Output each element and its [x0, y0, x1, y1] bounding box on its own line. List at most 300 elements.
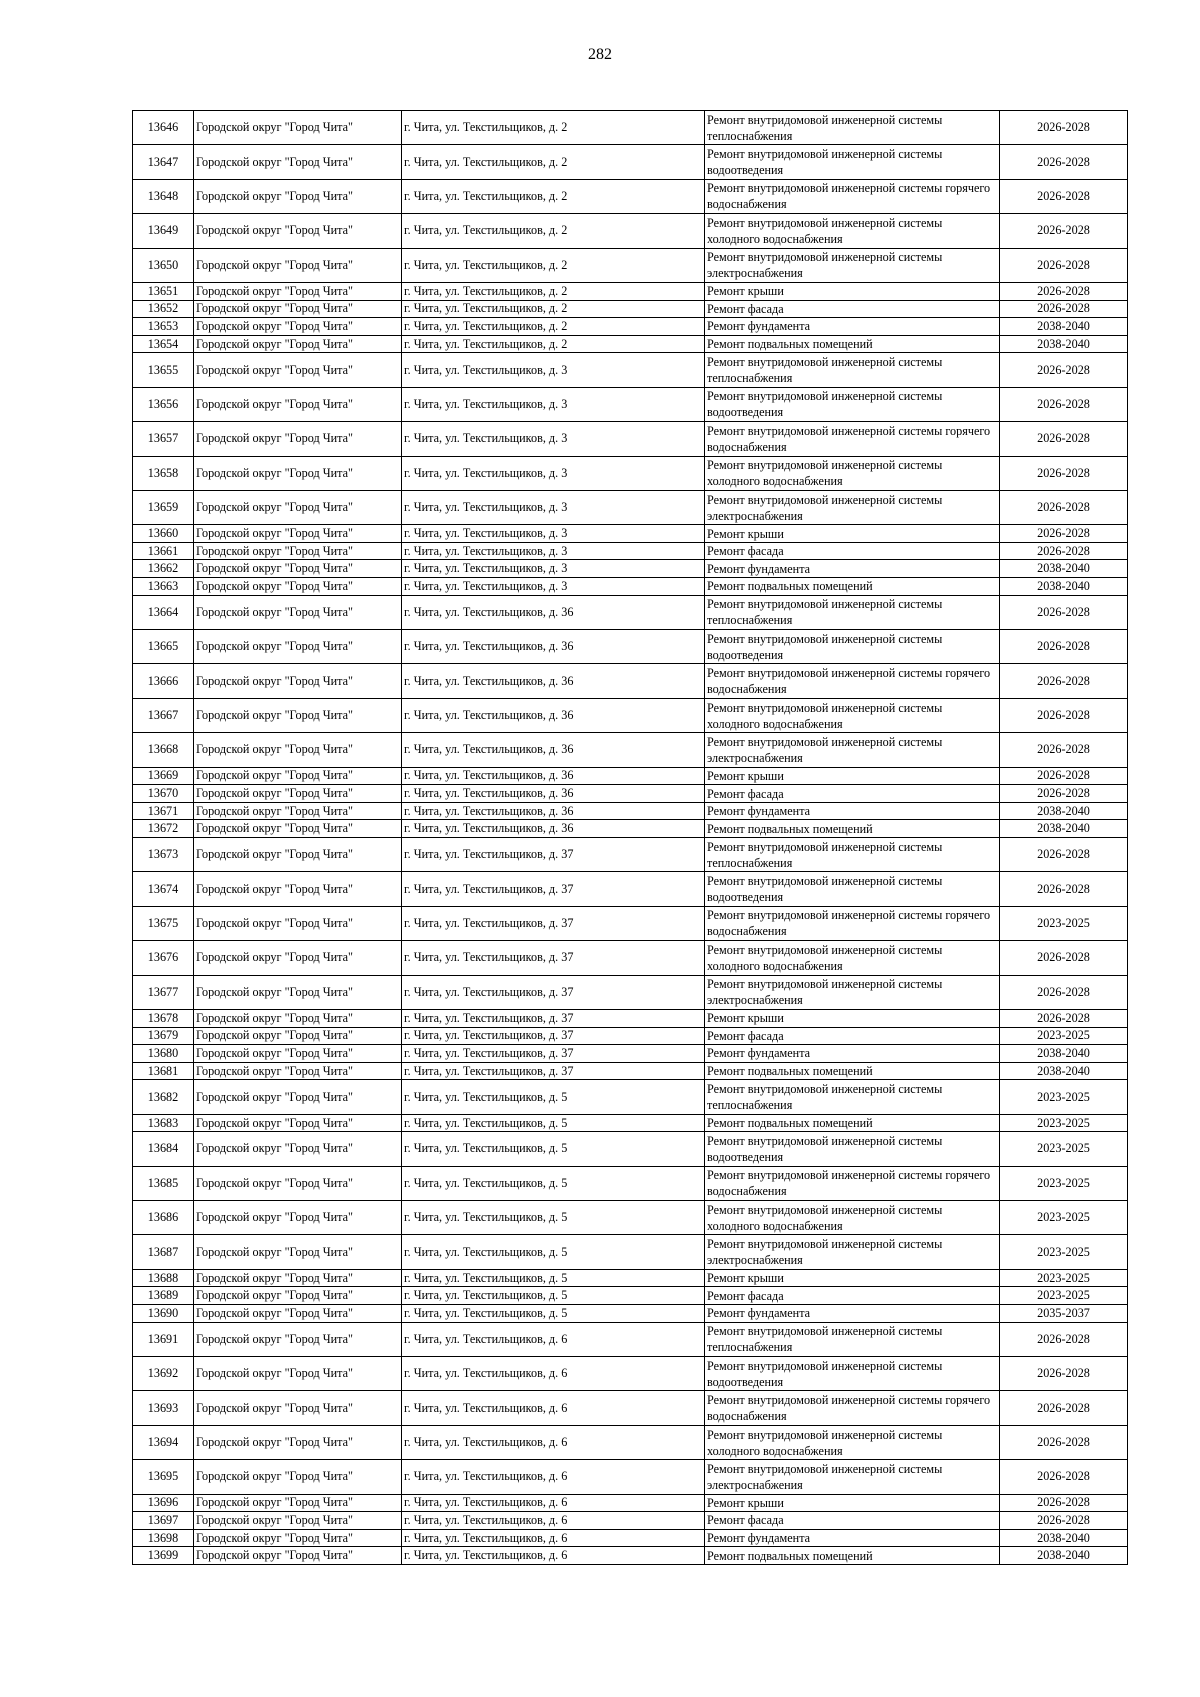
work-type-cell: Ремонт внутридомовой инженерной системы теплоснабжения: [705, 1322, 1000, 1356]
row-number-cell: 13680: [133, 1045, 194, 1063]
work-type-cell: Ремонт подвальных помещений: [705, 1547, 1000, 1565]
page-number: 282: [588, 46, 612, 63]
municipality-cell: Городской округ "Город Чита": [194, 785, 402, 803]
period-cell: 2026-2028: [1000, 785, 1128, 803]
table-row: [133, 179, 1128, 213]
period-cell: 2026-2028: [1000, 975, 1128, 1009]
period-cell: 2038-2040: [1000, 1062, 1128, 1080]
table-row: [133, 1027, 1128, 1045]
address-cell: г. Чита, ул. Текстильщиков, д. 2: [402, 335, 705, 353]
municipality-cell: Городской округ "Город Чита": [194, 542, 402, 560]
work-type-cell: Ремонт фундамента: [705, 1045, 1000, 1063]
period-cell: 2026-2028: [1000, 542, 1128, 560]
period-cell: 2026-2028: [1000, 145, 1128, 179]
municipality-cell: Городской округ "Город Чита": [194, 560, 402, 578]
table-row: [133, 111, 1128, 145]
municipality-cell: Городской округ "Город Чита": [194, 111, 402, 145]
address-cell: г. Чита, ул. Текстильщиков, д. 37: [402, 837, 705, 871]
period-cell: 2026-2028: [1000, 1009, 1128, 1027]
row-number-cell: 13671: [133, 802, 194, 820]
period-cell: 2026-2028: [1000, 387, 1128, 421]
address-cell: г. Чита, ул. Текстильщиков, д. 36: [402, 802, 705, 820]
work-type-cell: Ремонт фундамента: [705, 560, 1000, 578]
work-type-cell: Ремонт фасада: [705, 542, 1000, 560]
table-row: [133, 941, 1128, 975]
work-type-cell: Ремонт фундамента: [705, 1529, 1000, 1547]
period-cell: 2023-2025: [1000, 906, 1128, 940]
work-type-cell: Ремонт подвальных помещений: [705, 578, 1000, 596]
period-cell: 2026-2028: [1000, 837, 1128, 871]
address-cell: г. Чита, ул. Текстильщиков, д. 3: [402, 490, 705, 524]
period-cell: 2026-2028: [1000, 422, 1128, 456]
table-row: [133, 733, 1128, 767]
work-type-cell: Ремонт крыши: [705, 767, 1000, 785]
work-type-cell: Ремонт внутридомовой инженерной системы холодного водоснабжения: [705, 698, 1000, 732]
row-number-cell: 13650: [133, 248, 194, 282]
table-row: [133, 1460, 1128, 1494]
work-type-cell: Ремонт фундамента: [705, 802, 1000, 820]
address-cell: г. Чита, ул. Текстильщиков, д. 6: [402, 1529, 705, 1547]
table-row: [133, 214, 1128, 248]
municipality-cell: Городской округ "Город Чита": [194, 767, 402, 785]
period-cell: 2026-2028: [1000, 872, 1128, 906]
period-cell: 2035-2037: [1000, 1305, 1128, 1323]
row-number-cell: 13687: [133, 1235, 194, 1269]
table-row: [133, 353, 1128, 387]
table-body: [133, 111, 1128, 1565]
work-type-cell: Ремонт внутридомовой инженерной системы теплоснабжения: [705, 353, 1000, 387]
table-row: [133, 975, 1128, 1009]
row-number-cell: 13677: [133, 975, 194, 1009]
row-number-cell: 13649: [133, 214, 194, 248]
period-cell: 2026-2028: [1000, 525, 1128, 543]
row-number-cell: 13654: [133, 335, 194, 353]
row-number-cell: 13692: [133, 1357, 194, 1391]
work-type-cell: Ремонт внутридомовой инженерной системы холодного водоснабжения: [705, 941, 1000, 975]
work-type-cell: Ремонт внутридомовой инженерной системы холодного водоснабжения: [705, 1425, 1000, 1459]
address-cell: г. Чита, ул. Текстильщиков, д. 36: [402, 664, 705, 698]
period-cell: 2026-2028: [1000, 1322, 1128, 1356]
municipality-cell: Городской округ "Город Чита": [194, 300, 402, 318]
address-cell: г. Чита, ул. Текстильщиков, д. 36: [402, 733, 705, 767]
municipality-cell: Городской округ "Город Чита": [194, 1080, 402, 1114]
table-row: [133, 387, 1128, 421]
municipality-cell: Городской округ "Город Чита": [194, 387, 402, 421]
municipality-cell: Городской округ "Город Чита": [194, 1235, 402, 1269]
row-number-cell: 13699: [133, 1547, 194, 1565]
work-type-cell: Ремонт внутридомовой инженерной системы холодного водоснабжения: [705, 456, 1000, 490]
row-number-cell: 13686: [133, 1201, 194, 1235]
table-row: [133, 542, 1128, 560]
address-cell: г. Чита, ул. Текстильщиков, д. 5: [402, 1305, 705, 1323]
work-type-cell: Ремонт внутридомовой инженерной системы теплоснабжения: [705, 111, 1000, 145]
table-row: [133, 248, 1128, 282]
work-type-cell: Ремонт фасада: [705, 785, 1000, 803]
table-row: [133, 1132, 1128, 1166]
address-cell: г. Чита, ул. Текстильщиков, д. 37: [402, 1009, 705, 1027]
period-cell: 2026-2028: [1000, 941, 1128, 975]
table-row: [133, 578, 1128, 596]
table-row: [133, 698, 1128, 732]
work-type-cell: Ремонт внутридомовой инженерной системы водоотведения: [705, 630, 1000, 664]
period-cell: 2038-2040: [1000, 1045, 1128, 1063]
row-number-cell: 13689: [133, 1287, 194, 1305]
row-number-cell: 13673: [133, 837, 194, 871]
row-number-cell: 13663: [133, 578, 194, 596]
address-cell: г. Чита, ул. Текстильщиков, д. 37: [402, 906, 705, 940]
municipality-cell: Городской округ "Город Чита": [194, 525, 402, 543]
table-row: [133, 1287, 1128, 1305]
address-cell: г. Чита, ул. Текстильщиков, д. 6: [402, 1391, 705, 1425]
row-number-cell: 13659: [133, 490, 194, 524]
period-cell: 2026-2028: [1000, 111, 1128, 145]
table-row: [133, 1269, 1128, 1287]
address-cell: г. Чита, ул. Текстильщиков, д. 3: [402, 578, 705, 596]
row-number-cell: 13695: [133, 1460, 194, 1494]
address-cell: г. Чита, ул. Текстильщиков, д. 6: [402, 1547, 705, 1565]
period-cell: 2026-2028: [1000, 179, 1128, 213]
table-row: [133, 456, 1128, 490]
table-row: [133, 335, 1128, 353]
table-row: [133, 1494, 1128, 1512]
municipality-cell: Городской округ "Город Чита": [194, 1322, 402, 1356]
address-cell: г. Чита, ул. Текстильщиков, д. 37: [402, 872, 705, 906]
municipality-cell: Городской округ "Город Чита": [194, 145, 402, 179]
work-type-cell: Ремонт внутридомовой инженерной системы холодного водоснабжения: [705, 1201, 1000, 1235]
municipality-cell: Городской округ "Город Чита": [194, 1132, 402, 1166]
period-cell: 2026-2028: [1000, 698, 1128, 732]
municipality-cell: Городской округ "Город Чита": [194, 1062, 402, 1080]
address-cell: г. Чита, ул. Текстильщиков, д. 6: [402, 1357, 705, 1391]
address-cell: г. Чита, ул. Текстильщиков, д. 5: [402, 1235, 705, 1269]
address-cell: г. Чита, ул. Текстильщиков, д. 36: [402, 767, 705, 785]
work-type-cell: Ремонт внутридомовой инженерной системы электроснабжения: [705, 1460, 1000, 1494]
row-number-cell: 13647: [133, 145, 194, 179]
table-row: [133, 525, 1128, 543]
row-number-cell: 13684: [133, 1132, 194, 1166]
address-cell: г. Чита, ул. Текстильщиков, д. 2: [402, 179, 705, 213]
table-row: [133, 1322, 1128, 1356]
table-row: [133, 1305, 1128, 1323]
row-number-cell: 13668: [133, 733, 194, 767]
municipality-cell: Городской округ "Город Чита": [194, 1009, 402, 1027]
municipality-cell: Городской округ "Город Чита": [194, 1305, 402, 1323]
row-number-cell: 13666: [133, 664, 194, 698]
municipality-cell: Городской округ "Город Чита": [194, 1269, 402, 1287]
address-cell: г. Чита, ул. Текстильщиков, д. 5: [402, 1269, 705, 1287]
row-number-cell: 13675: [133, 906, 194, 940]
row-number-cell: 13681: [133, 1062, 194, 1080]
municipality-cell: Городской округ "Город Чита": [194, 595, 402, 629]
address-cell: г. Чита, ул. Текстильщиков, д. 6: [402, 1425, 705, 1459]
period-cell: 2026-2028: [1000, 1494, 1128, 1512]
address-cell: г. Чита, ул. Текстильщиков, д. 37: [402, 941, 705, 975]
table-row: [133, 300, 1128, 318]
row-number-cell: 13679: [133, 1027, 194, 1045]
period-cell: 2026-2028: [1000, 595, 1128, 629]
table-row: [133, 1045, 1128, 1063]
work-type-cell: Ремонт внутридомовой инженерной системы электроснабжения: [705, 733, 1000, 767]
work-type-cell: Ремонт внутридомовой инженерной системы электроснабжения: [705, 975, 1000, 1009]
address-cell: г. Чита, ул. Текстильщиков, д. 2: [402, 111, 705, 145]
address-cell: г. Чита, ул. Текстильщиков, д. 3: [402, 422, 705, 456]
work-type-cell: Ремонт внутридомовой инженерной системы водоотведения: [705, 145, 1000, 179]
municipality-cell: Городской округ "Город Чита": [194, 353, 402, 387]
address-cell: г. Чита, ул. Текстильщиков, д. 37: [402, 1045, 705, 1063]
row-number-cell: 13665: [133, 630, 194, 664]
address-cell: г. Чита, ул. Текстильщиков, д. 3: [402, 560, 705, 578]
municipality-cell: Городской округ "Город Чита": [194, 941, 402, 975]
municipality-cell: Городской округ "Город Чита": [194, 1512, 402, 1530]
municipality-cell: Городской округ "Город Чита": [194, 214, 402, 248]
work-type-cell: Ремонт внутридомовой инженерной системы водоотведения: [705, 1357, 1000, 1391]
municipality-cell: Городской округ "Город Чита": [194, 1425, 402, 1459]
table-row: [133, 595, 1128, 629]
work-type-cell: Ремонт крыши: [705, 525, 1000, 543]
municipality-cell: Городской округ "Город Чита": [194, 1460, 402, 1494]
table-row: [133, 820, 1128, 838]
address-cell: г. Чита, ул. Текстильщиков, д. 36: [402, 820, 705, 838]
address-cell: г. Чита, ул. Текстильщиков, д. 36: [402, 595, 705, 629]
work-type-cell: Ремонт фасада: [705, 300, 1000, 318]
row-number-cell: 13646: [133, 111, 194, 145]
work-type-cell: Ремонт внутридомовой инженерной системы водоотведения: [705, 387, 1000, 421]
municipality-cell: Городской округ "Город Чита": [194, 802, 402, 820]
row-number-cell: 13658: [133, 456, 194, 490]
row-number-cell: 13678: [133, 1009, 194, 1027]
municipality-cell: Городской округ "Город Чита": [194, 1287, 402, 1305]
municipality-cell: Городской округ "Город Чита": [194, 490, 402, 524]
address-cell: г. Чита, ул. Текстильщиков, д. 5: [402, 1080, 705, 1114]
municipality-cell: Городской округ "Город Чита": [194, 1391, 402, 1425]
period-cell: 2026-2028: [1000, 1357, 1128, 1391]
table-row: [133, 1080, 1128, 1114]
address-cell: г. Чита, ул. Текстильщиков, д. 5: [402, 1287, 705, 1305]
work-type-cell: Ремонт внутридомовой инженерной системы теплоснабжения: [705, 1080, 1000, 1114]
work-type-cell: Ремонт внутридомовой инженерной системы горячего водоснабжения: [705, 1391, 1000, 1425]
row-number-cell: 13694: [133, 1425, 194, 1459]
row-number-cell: 13685: [133, 1166, 194, 1200]
address-cell: г. Чита, ул. Текстильщиков, д. 5: [402, 1132, 705, 1166]
period-cell: 2023-2025: [1000, 1269, 1128, 1287]
row-number-cell: 13664: [133, 595, 194, 629]
table-row: [133, 145, 1128, 179]
row-number-cell: 13667: [133, 698, 194, 732]
period-cell: 2023-2025: [1000, 1080, 1128, 1114]
period-cell: 2023-2025: [1000, 1201, 1128, 1235]
address-cell: г. Чита, ул. Текстильщиков, д. 37: [402, 1027, 705, 1045]
period-cell: 2026-2028: [1000, 664, 1128, 698]
address-cell: г. Чита, ул. Текстильщиков, д. 37: [402, 1062, 705, 1080]
period-cell: 2026-2028: [1000, 282, 1128, 300]
municipality-cell: Городской округ "Город Чита": [194, 698, 402, 732]
period-cell: 2026-2028: [1000, 300, 1128, 318]
address-cell: г. Чита, ул. Текстильщиков, д. 36: [402, 698, 705, 732]
table-row: [133, 1357, 1128, 1391]
table-row: [133, 1425, 1128, 1459]
address-cell: г. Чита, ул. Текстильщиков, д. 5: [402, 1114, 705, 1132]
municipality-cell: Городской округ "Город Чита": [194, 733, 402, 767]
address-cell: г. Чита, ул. Текстильщиков, д. 6: [402, 1494, 705, 1512]
municipality-cell: Городской округ "Город Чита": [194, 1166, 402, 1200]
period-cell: 2026-2028: [1000, 733, 1128, 767]
municipality-cell: Городской округ "Город Чита": [194, 630, 402, 664]
period-cell: 2023-2025: [1000, 1114, 1128, 1132]
row-number-cell: 13693: [133, 1391, 194, 1425]
address-cell: г. Чита, ул. Текстильщиков, д. 3: [402, 353, 705, 387]
work-type-cell: Ремонт внутридомовой инженерной системы водоотведения: [705, 1132, 1000, 1166]
period-cell: 2023-2025: [1000, 1287, 1128, 1305]
address-cell: г. Чита, ул. Текстильщиков, д. 36: [402, 785, 705, 803]
table-row: [133, 1391, 1128, 1425]
row-number-cell: 13661: [133, 542, 194, 560]
address-cell: г. Чита, ул. Текстильщиков, д. 5: [402, 1201, 705, 1235]
municipality-cell: Городской округ "Город Чита": [194, 872, 402, 906]
period-cell: 2038-2040: [1000, 335, 1128, 353]
table-row: [133, 318, 1128, 336]
period-cell: 2026-2028: [1000, 1512, 1128, 1530]
period-cell: 2038-2040: [1000, 318, 1128, 336]
table-row: [133, 767, 1128, 785]
period-cell: 2038-2040: [1000, 578, 1128, 596]
municipality-cell: Городской округ "Город Чита": [194, 179, 402, 213]
period-cell: 2026-2028: [1000, 353, 1128, 387]
work-type-cell: Ремонт внутридомовой инженерной системы водоотведения: [705, 872, 1000, 906]
work-type-cell: Ремонт крыши: [705, 282, 1000, 300]
address-cell: г. Чита, ул. Текстильщиков, д. 5: [402, 1166, 705, 1200]
table-row: [133, 872, 1128, 906]
period-cell: 2026-2028: [1000, 1460, 1128, 1494]
table-row: [133, 1062, 1128, 1080]
period-cell: 2023-2025: [1000, 1132, 1128, 1166]
table-row: [133, 1547, 1128, 1565]
row-number-cell: 13648: [133, 179, 194, 213]
row-number-cell: 13656: [133, 387, 194, 421]
municipality-cell: Городской округ "Город Чита": [194, 1529, 402, 1547]
period-cell: 2038-2040: [1000, 1547, 1128, 1565]
work-type-cell: Ремонт внутридомовой инженерной системы горячего водоснабжения: [705, 1166, 1000, 1200]
period-cell: 2026-2028: [1000, 490, 1128, 524]
work-type-cell: Ремонт фундамента: [705, 1305, 1000, 1323]
period-cell: 2023-2025: [1000, 1235, 1128, 1269]
municipality-cell: Городской округ "Город Чита": [194, 820, 402, 838]
municipality-cell: Городской округ "Город Чита": [194, 1114, 402, 1132]
address-cell: г. Чита, ул. Текстильщиков, д. 36: [402, 630, 705, 664]
table-row: [133, 906, 1128, 940]
row-number-cell: 13683: [133, 1114, 194, 1132]
row-number-cell: 13691: [133, 1322, 194, 1356]
address-cell: г. Чита, ул. Текстильщиков, д. 6: [402, 1460, 705, 1494]
address-cell: г. Чита, ул. Текстильщиков, д. 3: [402, 456, 705, 490]
row-number-cell: 13660: [133, 525, 194, 543]
row-number-cell: 13662: [133, 560, 194, 578]
period-cell: 2023-2025: [1000, 1027, 1128, 1045]
row-number-cell: 13676: [133, 941, 194, 975]
municipality-cell: Городской округ "Город Чита": [194, 837, 402, 871]
period-cell: 2026-2028: [1000, 214, 1128, 248]
row-number-cell: 13652: [133, 300, 194, 318]
municipality-cell: Городской округ "Город Чита": [194, 1357, 402, 1391]
table-row: [133, 1235, 1128, 1269]
municipality-cell: Городской округ "Город Чита": [194, 318, 402, 336]
row-number-cell: 13669: [133, 767, 194, 785]
repair-schedule-table: [132, 110, 1128, 1565]
municipality-cell: Городской округ "Город Чита": [194, 422, 402, 456]
work-type-cell: Ремонт внутридомовой инженерной системы электроснабжения: [705, 1235, 1000, 1269]
row-number-cell: 13697: [133, 1512, 194, 1530]
table-row: [133, 422, 1128, 456]
work-type-cell: Ремонт подвальных помещений: [705, 335, 1000, 353]
table-row: [133, 837, 1128, 871]
work-type-cell: Ремонт подвальных помещений: [705, 1062, 1000, 1080]
work-type-cell: Ремонт внутридомовой инженерной системы холодного водоснабжения: [705, 214, 1000, 248]
address-cell: г. Чита, ул. Текстильщиков, д. 2: [402, 282, 705, 300]
table-row: [133, 630, 1128, 664]
table-row: [133, 490, 1128, 524]
period-cell: 2038-2040: [1000, 802, 1128, 820]
municipality-cell: Городской округ "Город Чита": [194, 906, 402, 940]
period-cell: 2026-2028: [1000, 1391, 1128, 1425]
work-type-cell: Ремонт фасада: [705, 1027, 1000, 1045]
table-row: [133, 802, 1128, 820]
table-row: [133, 664, 1128, 698]
work-type-cell: Ремонт крыши: [705, 1269, 1000, 1287]
municipality-cell: Городской округ "Город Чита": [194, 1494, 402, 1512]
table-row: [133, 282, 1128, 300]
table-row: [133, 1201, 1128, 1235]
row-number-cell: 13688: [133, 1269, 194, 1287]
table-row: [133, 1529, 1128, 1547]
address-cell: г. Чита, ул. Текстильщиков, д. 6: [402, 1322, 705, 1356]
row-number-cell: 13682: [133, 1080, 194, 1114]
work-type-cell: Ремонт фасада: [705, 1512, 1000, 1530]
table-row: [133, 560, 1128, 578]
period-cell: 2026-2028: [1000, 456, 1128, 490]
address-cell: г. Чита, ул. Текстильщиков, д. 3: [402, 387, 705, 421]
row-number-cell: 13651: [133, 282, 194, 300]
work-type-cell: Ремонт внутридомовой инженерной системы теплоснабжения: [705, 595, 1000, 629]
period-cell: 2038-2040: [1000, 1529, 1128, 1547]
work-type-cell: Ремонт крыши: [705, 1494, 1000, 1512]
row-number-cell: 13698: [133, 1529, 194, 1547]
row-number-cell: 13653: [133, 318, 194, 336]
row-number-cell: 13655: [133, 353, 194, 387]
municipality-cell: Городской округ "Город Чита": [194, 1547, 402, 1565]
work-type-cell: Ремонт внутридомовой инженерной системы горячего водоснабжения: [705, 664, 1000, 698]
work-type-cell: Ремонт внутридомовой инженерной системы электроснабжения: [705, 490, 1000, 524]
municipality-cell: Городской округ "Город Чита": [194, 335, 402, 353]
row-number-cell: 13674: [133, 872, 194, 906]
address-cell: г. Чита, ул. Текстильщиков, д. 2: [402, 248, 705, 282]
municipality-cell: Городской округ "Город Чита": [194, 1027, 402, 1045]
address-cell: г. Чита, ул. Текстильщиков, д. 2: [402, 300, 705, 318]
table-row: [133, 1166, 1128, 1200]
work-type-cell: Ремонт внутридомовой инженерной системы теплоснабжения: [705, 837, 1000, 871]
municipality-cell: Городской округ "Город Чита": [194, 282, 402, 300]
address-cell: г. Чита, ул. Текстильщиков, д. 2: [402, 145, 705, 179]
period-cell: 2026-2028: [1000, 630, 1128, 664]
period-cell: 2026-2028: [1000, 1425, 1128, 1459]
work-type-cell: Ремонт фасада: [705, 1287, 1000, 1305]
address-cell: г. Чита, ул. Текстильщиков, д. 6: [402, 1512, 705, 1530]
work-type-cell: Ремонт внутридомовой инженерной системы горячего водоснабжения: [705, 906, 1000, 940]
address-cell: г. Чита, ул. Текстильщиков, д. 3: [402, 525, 705, 543]
row-number-cell: 13696: [133, 1494, 194, 1512]
period-cell: 2023-2025: [1000, 1166, 1128, 1200]
municipality-cell: Городской округ "Город Чита": [194, 1201, 402, 1235]
period-cell: 2026-2028: [1000, 248, 1128, 282]
work-type-cell: Ремонт крыши: [705, 1009, 1000, 1027]
